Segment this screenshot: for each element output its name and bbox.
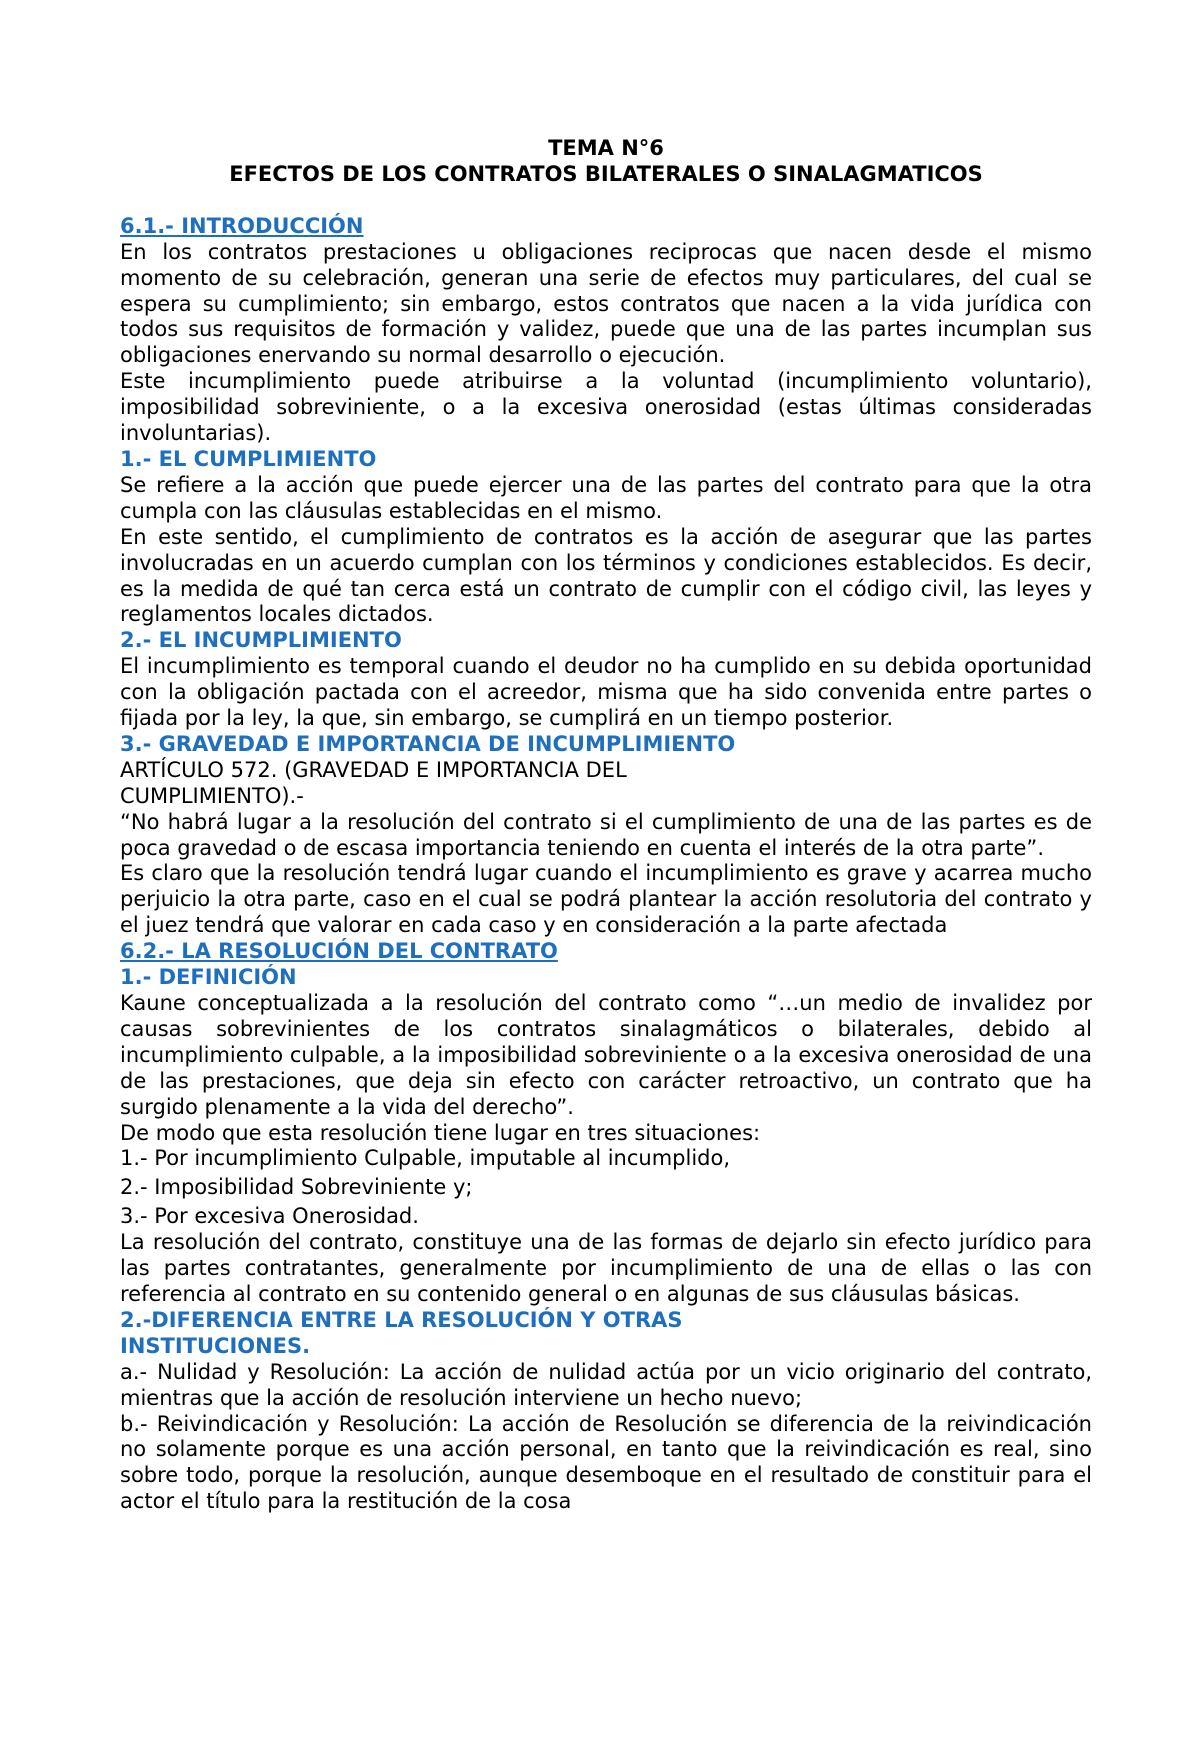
spacer [120,188,1092,214]
introduccion-paragraph-2: Este incumplimiento puede atribuirse a la voluntad (incumplimiento voluntario), imposibilidad sobreviniente, o a la excesiva onerosidad (estas últimas consideradas involuntarias). [120,369,1092,446]
section-introduccion-heading: 6.1.- INTRODUCCIÓN [120,213,364,238]
tema-number: TEMA N°6 [548,136,664,160]
subsection-diferencia-heading-line-2: INSTITUCIONES. [120,1333,311,1358]
section-incumplimiento-heading: 2.- EL INCUMPLIMIENTO [120,628,402,653]
subsection-diferencia-heading-line-1: 2.-DIFERENCIA ENTRE LA RESOLUCIÓN Y OTRAS [120,1307,683,1332]
section-resolucion-heading: 6.2.- LA RESOLUCIÓN DEL CONTRATO [120,939,558,964]
articulo-line-2: CUMPLIMIENTO).- [120,783,304,808]
incumplimiento-paragraph: El incumplimiento es temporal cuando el deudor no ha cumplido en su debida oportunidad con la obligación pactada con el acreedor, misma que ha sido convenida entre partes o fijada por la ley, la que, sin embargo, se cumplirá en un tiempo posterior. [120,654,1092,731]
document-title: EFECTOS DE LOS CONTRATOS BILATERALES O SINALAGMATICOS [229,161,983,186]
diferencia-paragraph-b: b.- Reivindicación y Resolución: La acción de Resolución se diferencia de la reivindicación no solamente porque es una acción personal, en tanto que la reivindicación es real, sino sobre todo, porque la resolución, aunque desemboque en el resultado de constituir para el actor el título para la restitución de la cosa [120,1411,1092,1514]
diferencia-paragraph-a: a.- Nulidad y Resolución: La acción de nulidad actúa por un vicio originario del contrato, mientras que la acción de resolución interviene un hecho nuevo; [120,1359,1092,1410]
subsection-definicion-heading: 1.- DEFINICIÓN [120,965,297,990]
introduccion-paragraph-1: En los contratos prestaciones u obligaciones reciprocas que nacen desde el mismo momento de su celebración, generan una serie de efectos muy particulares, del cual se espera su cumplimiento; sin embargo, estos contratos que nacen a la vida jurídica con todos sus requisitos de formación y validez, puede que una de las partes incumplan sus obligaciones enervando su normal desarrollo o ejecución. [120,239,1092,368]
list-item: 3.- Por excesiva Onerosidad. [120,1204,419,1229]
gravedad-paragraph: Es claro que la resolución tendrá lugar cuando el incumplimiento es grave y acarrea mucho perjuicio la otra parte, caso en el cual se podrá plantear la acción resolutoria del contrato y el juez tendrá que valorar en cada caso y en consideración a la parte afectada [120,861,1092,938]
cumplimiento-paragraph-2: En este sentido, el cumplimiento de contratos es la acción de asegurar que las partes involucradas en un acuerdo cumplan con los términos y condiciones establecidos. Es decir, es la medida de qué tan cerca está un contrato de cumplir con el código civil, las leyes y reglamentos locales dictados. [120,524,1092,627]
resolucion-paragraph: La resolución del contrato, constituye una de las formas de dejarlo sin efecto jurídico para las partes contratantes, generalmente por incumplimiento de una de ellas o las con referencia al contrato en su contenido general o en algunas de sus cláusulas básicas. [120,1230,1092,1306]
articulo-line-1: ARTÍCULO 572. (GRAVEDAD E IMPORTANCIA DEL [120,757,627,782]
cumplimiento-paragraph-1: Se refiere a la acción que puede ejercer una de las partes del contrato para que la otra cumpla con las cláusulas establecidas en el mismo. [120,472,1092,523]
articulo-quote: “No habrá lugar a la resolución del contrato si el cumplimiento de una de las partes es de poca gravedad o de escasa importancia teniendo en cuenta el interés de la otra parte”. [120,809,1092,860]
list-item: 2.- Imposibilidad Sobreviniente y; [120,1175,473,1200]
definicion-paragraph-1: Kaune conceptualizada a la resolución del contrato como “…un medio de invalidez por causas sobrevinientes de los contratos sinalagmáticos o bilaterales, debido al incumplimiento culpable, a la imposibilidad sobreviniente o a la excesiva onerosidad de una de las prestaciones, que deja sin efecto con carácter retroactivo, un contrato que ha surgido plenamente a la vida del derecho”. [120,991,1092,1119]
section-gravedad-heading: 3.- GRAVEDAD E IMPORTANCIA DE INCUMPLIMIENTO [120,731,736,756]
list-item: 1.- Por incumplimiento Culpable, imputable al incumplido, [120,1146,731,1171]
document-page [120,136,1092,1515]
section-cumplimiento-heading: 1.- EL CUMPLIMIENTO [120,446,377,471]
definicion-paragraph-2: De modo que esta resolución tiene lugar en tres situaciones: [120,1120,761,1145]
